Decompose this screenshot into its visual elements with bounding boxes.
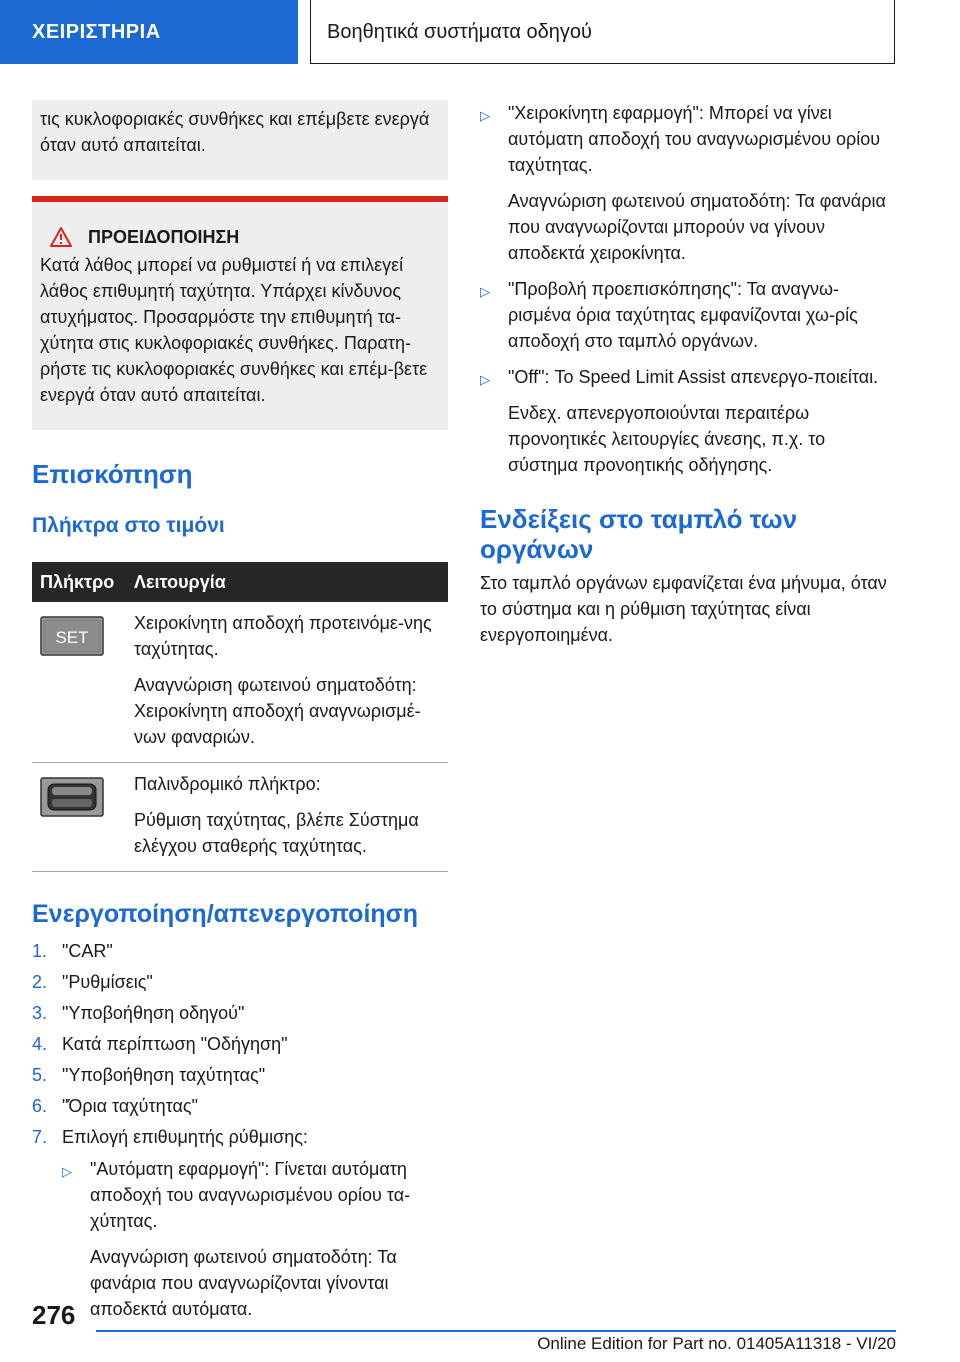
step-text: Επιλογή επιθυμητής ρύθμισης:: [62, 1127, 308, 1147]
table-row: [32, 763, 448, 872]
set-button-icon: [40, 616, 104, 656]
footer-edition: Online Edition for Part no. 01405A11318 - VI/20: [537, 1334, 896, 1353]
function-cell: [126, 602, 448, 763]
bullet-text: "Off": Το Speed Limit Assist απενεργο-ποιείται.: [508, 367, 879, 387]
right-column: [480, 100, 896, 648]
footer-divider: [96, 1330, 896, 1332]
step-number: 1.: [32, 941, 48, 961]
list-item: [480, 364, 896, 478]
triangle-bullet-icon: ▷: [480, 372, 490, 387]
warning-title: ΠΡΟΕΙΔΟΠΟΙΗΣΗ: [88, 227, 240, 247]
bullet-extra-text: Ενδεχ. απενεργοποιούνται περαιτέρω προνοητικές λειτουργίες άνεσης, π.χ. το σύστημα προνοητικής οδήγησης.: [508, 403, 826, 475]
list-item: [32, 969, 448, 995]
step-text: "CAR": [62, 941, 113, 961]
function-line: Ρύθμιση ταχύτητας, βλέπε Σύστημα ελέγχου σταθερής ταχύτητας.: [134, 810, 419, 856]
triangle-bullet-icon: ▷: [62, 1164, 72, 1179]
step-number: 7.: [32, 1127, 48, 1147]
bullets-list: [480, 100, 896, 478]
step-number: 3.: [32, 1003, 48, 1023]
steps-list: [32, 938, 448, 1150]
keys-table: [32, 562, 448, 872]
table-row: [32, 602, 448, 763]
step-number: 2.: [32, 972, 48, 992]
list-item: [480, 276, 896, 354]
page-header: [0, 0, 960, 64]
rocker-switch-icon: [40, 777, 104, 817]
warning-title-row: [40, 224, 440, 250]
function-line: Χειροκίνητη αποδοχή προτεινόμε-νης ταχύτητας.: [134, 613, 432, 659]
step-text: "Ρυθμίσεις": [62, 972, 153, 992]
step-text: "Υποβοήθηση οδηγού": [62, 1003, 245, 1023]
list-item: [32, 1093, 448, 1119]
key-cell: [32, 763, 126, 872]
table-header-function: Λειτουργία: [126, 562, 448, 602]
list-item: [62, 1156, 448, 1322]
indicators-heading: Ενδείξεις στο ταμπλό των οργάνων: [480, 504, 798, 564]
list-item: [32, 1031, 448, 1057]
step-text: "Όρια ταχύτητας": [62, 1096, 198, 1116]
sub-bullets-list: [62, 1156, 448, 1322]
bullet-extra-text: Αναγνώριση φωτεινού σηματοδότη: Τα φανάρια που αναγνωρίζονται μπορούν να γίνουν αποδεκτά χειροκίνητα.: [508, 191, 886, 263]
left-column: [32, 100, 448, 1332]
step-number: 4.: [32, 1034, 48, 1054]
step-number: 5.: [32, 1065, 48, 1085]
list-item: [32, 1062, 448, 1088]
intro-box: [32, 100, 448, 180]
warning-triangle-icon: [50, 227, 72, 247]
bullet-text: "Χειροκίνητη εφαρμογή": Μπορεί να γίνει αυτόματη αποδοχή του αναγνωρισμένου ορίου ταχύτητας.: [508, 103, 881, 175]
warning-text: Κατά λάθος μπορεί να ρυθμιστεί ή να επιλεγεί λάθος επιθυμητή ταχύτητα. Υπάρχει κίνδυνος ατυχήματος. Προσαρμόστε την επιθυμητή τα-χύτητα στις κυκλοφοριακές συνθήκες. Παρατη-ρήστε τις κυκλοφοριακές συνθήκες και επέμ-βετε ενεργά όταν αυτό απαιτείται.: [40, 255, 428, 405]
list-item: [480, 100, 896, 266]
list-item: [32, 1124, 448, 1150]
page-number: 276: [32, 1300, 76, 1330]
warning-box: [32, 196, 448, 430]
list-item: [32, 1000, 448, 1026]
keys-heading: Πλήκτρα στο τιμόνι: [32, 514, 225, 537]
key-cell: [32, 602, 126, 763]
activation-heading: Ενεργοποίηση/απενεργοποίηση: [32, 900, 419, 928]
bullet-text: "Προβολή προεπισκόπησης": Τα αναγνω-ρισμένα όρια ταχύτητας εμφανίζονται χω-ρίς αποδοχή στο ταμπλό οργάνων.: [508, 279, 858, 351]
step-text: Κατά περίπτωση "Οδήγηση": [62, 1034, 288, 1054]
bullet-extra-text: Αναγνώριση φωτεινού σηματοδότη: Τα φανάρια που αναγνωρίζονται γίνονται αποδεκτά αυτόματα.: [90, 1247, 397, 1319]
list-item: [32, 938, 448, 964]
triangle-bullet-icon: ▷: [480, 108, 490, 123]
bullet-text: "Αυτόματη εφαρμογή": Γίνεται αυτόματη αποδοχή του αναγνωρισμένου ορίου τα-χύτητας.: [90, 1159, 411, 1231]
step-text: "Υποβοήθηση ταχύτητας": [62, 1065, 266, 1085]
triangle-bullet-icon: ▷: [480, 284, 490, 299]
overview-heading: Επισκόπηση: [32, 459, 193, 489]
table-header-key: Πλήκτρο: [32, 562, 126, 602]
step-number: 6.: [32, 1096, 48, 1116]
table-header-row: [32, 562, 448, 602]
function-line: Παλινδρομικό πλήκτρο:: [134, 774, 321, 794]
function-cell: [126, 763, 448, 872]
section-title: ΧΕΙΡΙΣΤΗΡΙΑ: [0, 0, 298, 64]
indicators-text: Στο ταμπλό οργάνων εμφανίζεται ένα μήνυμα, όταν το σύστημα και η ρύθμιση ταχύτητας είναι ενεργοποιημένα.: [480, 573, 887, 645]
function-line: Αναγνώριση φωτεινού σηματοδότη: Χειροκίνητη αποδοχή αναγνωρισμέ-νων φαναριών.: [134, 675, 421, 747]
intro-text: τις κυκλοφοριακές συνθήκες και επέμβετε ενεργά όταν αυτό απαιτείται.: [40, 109, 430, 155]
chapter-title: Βοηθητικά συστήματα οδηγού: [310, 0, 895, 64]
set-button-label: SET: [55, 628, 89, 647]
